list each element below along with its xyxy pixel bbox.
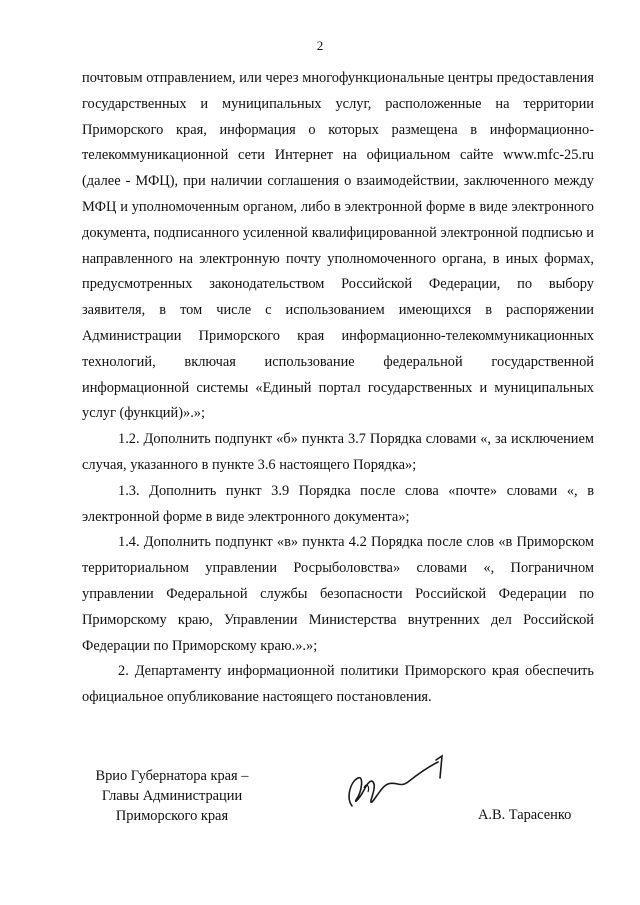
signatory-title <box>82 766 262 826</box>
signatory-title-line-2: Главы Администрации <box>101 788 243 804</box>
paragraph-1-4: 1.4. Дополнить подпункт «в» пункта 4.2 Порядка после слов «в Приморском территориальном управлении Росрыболовства» словами «, Пограничном управлении Федеральной службы безопасности Российской Федерации по Приморскому краю, Управлении Министерства внутренних дел Российской Федерации по Приморскому краю.».»; <box>82 534 594 654</box>
page-number: 2 <box>316 38 324 53</box>
handwritten-signature <box>338 748 448 820</box>
document-body <box>82 66 594 711</box>
signatory-title-line-1: Врио Губернатора края – <box>95 768 249 784</box>
paragraph-continuation: почтовым отправлением, или через многофункциональные центры предоставления государственных и муниципальных услуг, расположенные на территории Приморского края, информация о которых размещена в информационно-телекоммуникационной сети Интернет на официальном сайте www.mfc-25.ru (далее - МФЦ), при наличии соглашения о взаимодействии, заключенного между МФЦ и уполномоченным органом, либо в электронной форме в виде электронного документа, подписанного усиленной квалифицированной электронной подписью и направленного на электронную почту уполномоченного органа, в иных формах, предусмотренных законодательством Российской Федерации, по выбору заявителя, в том числе с использованием имеющихся в распоряжении Администрации Приморского края информационно-телекоммуникационных технологий, включая использование федеральной государственной информационной системы «Единый портал государственных и муниципальных услуг (функций)».»; <box>82 70 594 422</box>
paragraph-1-2: 1.2. Дополнить подпункт «б» пункта 3.7 Порядка словами «, за исключением случая, указанного в пункте 3.6 настоящего Порядка»; <box>82 431 594 473</box>
signatory-title-line-3: Приморского края <box>115 808 229 824</box>
signatory-name: А.В. Тарасенко <box>478 807 572 823</box>
paragraph-1-3: 1.3. Дополнить пункт 3.9 Порядка после слова «почте» словами «, в электронной форме в виде электронного документа»; <box>82 482 594 525</box>
paragraph-2: 2. Департаменту информационной политики Приморского края обеспечить официальное опубликование настоящего постановления. <box>82 663 594 706</box>
